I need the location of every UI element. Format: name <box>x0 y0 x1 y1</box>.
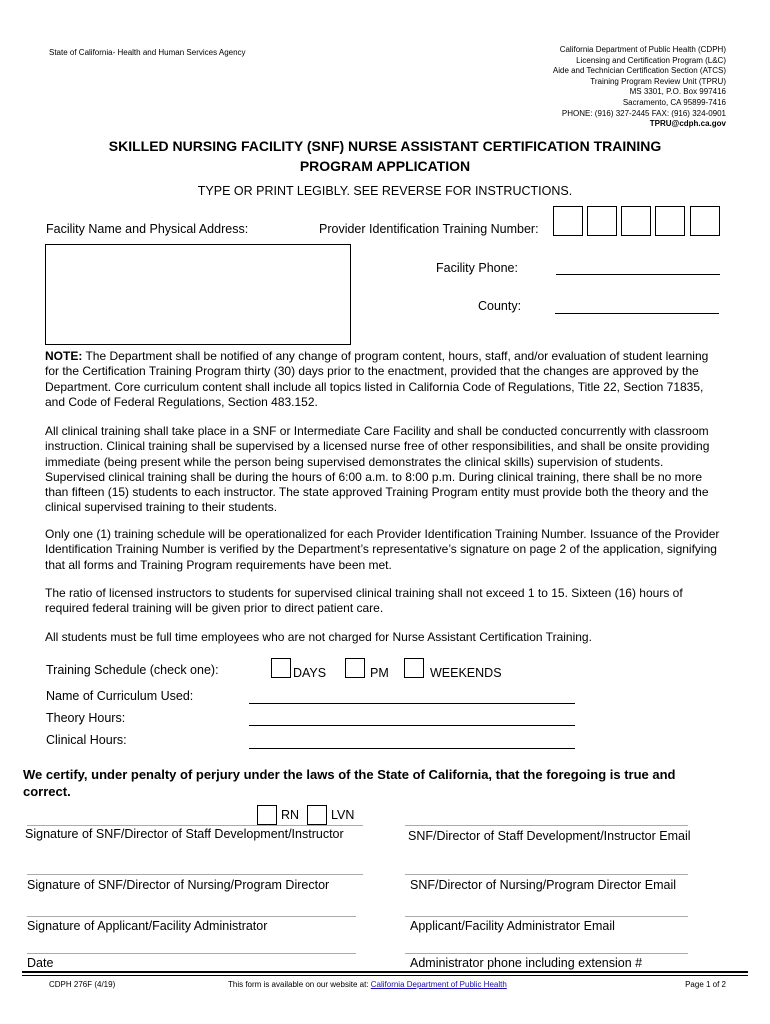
cdph-line: California Department of Public Health (CDPH) <box>559 45 726 54</box>
theory-hours-label: Theory Hours: <box>46 711 126 725</box>
form-title-line2: PROGRAM APPLICATION <box>299 158 471 174</box>
provider-id-digit-4[interactable] <box>655 206 685 236</box>
footer-rule-thick <box>22 971 748 973</box>
facility-phone-label: Facility Phone: <box>436 261 518 275</box>
phone-line[interactable] <box>405 953 688 954</box>
sig2-label: Signature of SNF/Director of Nursing/Program Director <box>27 878 330 892</box>
rn-label: RN <box>281 808 300 822</box>
email2-line[interactable] <box>405 874 688 875</box>
email2-label: SNF/Director of Nursing/Program Director Email <box>410 878 677 892</box>
sig2-line[interactable] <box>27 874 363 875</box>
cdph-address-block <box>426 45 726 130</box>
provider-id-digit-3[interactable] <box>621 206 651 236</box>
note-label: NOTE: <box>45 349 83 363</box>
phone-label: Administrator phone including extension # <box>410 956 643 970</box>
students-paragraph: All students must be full time employees who are not charged for Nurse Assistant Certification Training. <box>45 630 592 644</box>
page-number: Page 1 of 2 <box>685 980 726 989</box>
lvn-label: LVN <box>331 808 355 822</box>
lvn-checkbox[interactable] <box>307 805 327 825</box>
facility-phone-field[interactable] <box>556 274 720 275</box>
cdph-line: Aide and Technician Certification Section (ATCS) <box>552 66 726 76</box>
note-paragraph <box>45 349 725 410</box>
instructions: TYPE OR PRINT LEGIBLY. SEE REVERSE FOR INSTRUCTIONS. <box>197 184 573 198</box>
cdph-email: TPRU@cdph.ca.gov <box>649 119 726 129</box>
county-field[interactable] <box>555 313 719 314</box>
ratio-paragraph: The ratio of licensed instructors to students for supervised clinical training shall not exceed 1 to 15. Sixteen (16) hours of required federal training will be given prior to direct patient care. <box>45 586 683 616</box>
footer-available-text: This form is available on our website at: <box>228 980 371 989</box>
facility-name-label: Facility Name and Physical Address: <box>46 222 249 236</box>
days-label: DAYS <box>293 666 327 680</box>
curriculum-field[interactable] <box>249 703 575 704</box>
cdph-line: Sacramento, CA 95899-7416 <box>622 97 726 107</box>
footer-rule-thin <box>22 975 748 976</box>
email3-label: Applicant/Facility Administrator Email <box>410 919 615 933</box>
cdph-line: Licensing and Certification Program (L&C) <box>576 55 726 65</box>
cdph-line: MS 3301, P.O. Box 997416 <box>629 87 726 97</box>
pm-label: PM <box>370 666 389 680</box>
provider-id-digit-1[interactable] <box>553 206 583 236</box>
pm-checkbox[interactable] <box>345 658 365 678</box>
cdph-website-link[interactable]: California Department of Public Health <box>370 980 507 989</box>
provider-id-digit-2[interactable] <box>587 206 617 236</box>
cdph-line: PHONE: (916) 327-2445 FAX: (916) 324-0901 <box>561 108 726 118</box>
email1-label: SNF/Director of Staff Development/Instructor Email <box>408 829 691 843</box>
agency-name: State of California- Health and Human Services Agency <box>49 48 246 57</box>
facility-address-field[interactable] <box>45 244 351 345</box>
footer-availability <box>228 980 507 989</box>
date-label: Date <box>27 956 54 970</box>
days-checkbox[interactable] <box>271 658 291 678</box>
form-title-line1: SKILLED NURSING FACILITY (SNF) NURSE ASSISTANT CERTIFICATION TRAINING <box>108 138 662 154</box>
clinical-paragraph: All clinical training shall take place in a SNF or Intermediate Care Facility and shall be conducted concurrently with classroom instruction. Clinical training shall be supervised by a licensed nurse free of other responsibilities, and shall be onsite providing immediate (being present while the person being supervised demonstrates the clinical skills) supervision of students. Supervised clinical training shall be during the hours of 6:00 a.m. to 8:00 p.m. During clinical training, there shall be no more than fifteen (15) students to each instructor. The state approved Training Program entity must provide both the theory and the clinical supervised training to their students. <box>45 424 710 515</box>
weekends-label: WEEKENDS <box>430 666 502 680</box>
note-text: The Department shall be notified of any change of program content, hours, staff, and/or evaluation of student learning for the Certification Training Program thirty (30) days prior to the enactment, provided that the changes are approved by the Department. Core curriculum content shall include all topics listed in California Code of Regulations, Title 22, Section 71835, and Code of Federal Regulations, Section 483.152. <box>45 349 709 409</box>
date-line[interactable] <box>27 953 356 954</box>
training-schedule-label: Training Schedule (check one): <box>46 663 219 677</box>
provider-id-label: Provider Identification Training Number: <box>319 222 539 236</box>
cdph-line: Training Program Review Unit (TPRU) <box>590 76 726 86</box>
certification-statement: We certify, under penalty of perjury under the laws of the State of California, that the foregoing is true and correct. <box>23 767 676 799</box>
rn-checkbox[interactable] <box>257 805 277 825</box>
sig3-label: Signature of Applicant/Facility Administrator <box>27 919 268 933</box>
schedule-paragraph: Only one (1) training schedule will be operationalized for each Provider Identification Training Number. Issuance of the Provider Identification Training Number is verified by the Department’s representative’s signature on page 2 of the application, signifying that all forms and Training Program requirements have been met. <box>45 527 720 572</box>
clinical-hours-field[interactable] <box>249 748 575 749</box>
theory-hours-field[interactable] <box>249 725 575 726</box>
provider-id-digit-5[interactable] <box>690 206 720 236</box>
sig1-line[interactable] <box>27 825 363 826</box>
weekends-checkbox[interactable] <box>404 658 424 678</box>
clinical-hours-label: Clinical Hours: <box>46 733 127 747</box>
county-label: County: <box>478 299 522 313</box>
sig3-line[interactable] <box>27 916 356 917</box>
sig1-label: Signature of SNF/Director of Staff Development/Instructor <box>25 827 344 841</box>
curriculum-label: Name of Curriculum Used: <box>46 689 194 703</box>
email1-line[interactable] <box>405 825 688 826</box>
email3-line[interactable] <box>405 916 688 917</box>
form-title <box>40 136 730 176</box>
form-id: CDPH 276F (4/19) <box>49 980 116 989</box>
